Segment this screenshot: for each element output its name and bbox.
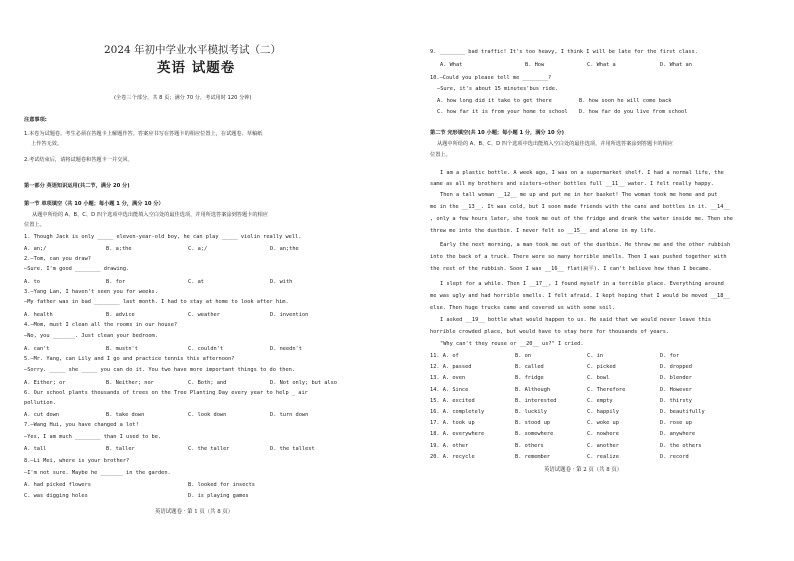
- q8-option-c: C. was digging holes: [24, 493, 88, 499]
- cloze-q12-option-d: D. dropped: [660, 364, 692, 371]
- question-3: 3.—Yang Lan, I haven't seen you for weeks.: [24, 289, 158, 295]
- passage-p2-line-3: the rest of the rubbish. Soon I was __16__ flat(扁平). I can't believe how than I became.: [430, 266, 712, 272]
- question-6-cont: pollution.: [24, 400, 56, 406]
- cloze-q18-option-a: 18. A. everywhere: [430, 431, 485, 438]
- notice-1: 1.本卷为试题卷。考生必须在答题卡上解题作答。答案应书写在答题卡的相应位置上，在试题卷、草稿纸: [24, 131, 263, 137]
- section-2-directions-cont: 位置上。: [430, 152, 451, 158]
- q6-option-a: A. cut down: [24, 412, 60, 418]
- cloze-q11-option-c: C. in: [587, 353, 603, 359]
- cloze-q11-option-b: B. on: [515, 353, 531, 359]
- cloze-q18-option-b: B. somewhere: [515, 431, 554, 438]
- cloze-q16-option-c: C. happily: [587, 409, 619, 415]
- cloze-q11-option-a: 11. A. of: [430, 353, 459, 359]
- passage-p1-line-1: I am a plastic bottle. A week ago, I was on a supermarket shelf. I had a normal life, the: [440, 170, 724, 176]
- q9-option-c: C. What a: [587, 62, 616, 68]
- question-5-reply: —Sorry. _____ she _____ you can do it. You two have more important things to do then.: [24, 367, 296, 373]
- cloze-q17-option-c: C. woke up: [587, 420, 619, 427]
- passage-p2-line-1: Early the next morning, a man took me out of the dustbin. He threw me and the other rubbish: [440, 242, 731, 248]
- question-7-reply: —Yes, I am much ________ than I used to be.: [24, 434, 162, 440]
- q4-option-d: D. needn't: [270, 346, 302, 352]
- q1-option-b: B. a;the: [106, 246, 132, 252]
- q1-option-c: C. a;/: [188, 246, 208, 252]
- q9-option-a: A. What: [440, 62, 463, 68]
- cloze-q14-option-b: B. Although: [515, 386, 551, 393]
- q7-option-c: C. the taller: [188, 446, 230, 452]
- q3-option-c: C. weather: [188, 312, 220, 318]
- passage-p4-line-2: horrible crowded place, but would have to stay here for thousands of years.: [430, 329, 670, 335]
- q8-option-a: A. had picked flowers: [24, 482, 91, 488]
- cloze-q15-option-d: D. thirsty: [660, 397, 692, 404]
- q2-option-a: A. to: [24, 279, 40, 285]
- cloze-q13-option-b: B. fridge: [515, 375, 544, 382]
- cloze-q13-option-c: C. bowl: [587, 375, 610, 382]
- question-8: 8.—Li Mei, where is your brother?: [24, 458, 130, 464]
- cloze-q19-option-d: D. the others: [660, 442, 702, 449]
- passage-p4-line-1: I asked __19__ bottle what would happen to us. He said that we would never leave this: [440, 317, 712, 323]
- cloze-q11-option-d: D. for: [660, 353, 680, 359]
- passage-p3-line-3: else. Then huge trucks came and covered us with some soil.: [430, 305, 615, 311]
- cloze-q18-option-d: D. anywhere: [660, 431, 696, 438]
- cloze-q18-option-c: C. nowhere: [587, 431, 619, 438]
- cloze-q12-option-a: 12. A. passed: [430, 364, 472, 371]
- q8-option-b: B. looked for insects: [188, 482, 255, 488]
- q9-option-d: D. What an: [660, 62, 692, 68]
- question-10-reply: —Sure, it's about 15 minutes'bus ride.: [437, 86, 559, 92]
- q5-option-b: B. Neither; nor: [106, 380, 154, 386]
- q6-option-c: C. look down: [188, 412, 227, 418]
- q8-option-d: D. is playing games: [188, 493, 249, 499]
- passage-p1-line-5: , only a few hours later, she took me out of the fridge and drank the water inside me. Then she: [430, 216, 733, 222]
- section-2-directions: 从题中所给的 A、B、C、D 四个选项中选出能填入空白处的最佳选项，并用所选答案涂到答题卡的相应: [437, 141, 673, 147]
- exam-info: (全卷三个部分，共 8 页；满分 70 分，考试用时 120 分钟): [114, 95, 252, 101]
- passage-p3-line-1: I slept for a while. Then I __17__, I found myself in a terrible place. Everything around: [440, 281, 724, 287]
- passage-p3-line-2: me was ugly and had horrible smells. I felt afraid. I kept hoping that I would be moved __18__: [430, 293, 730, 299]
- q6-option-d: D. turn down: [270, 412, 309, 418]
- q4-option-a: A. can't: [24, 346, 50, 352]
- q5-option-a: A. Either; or: [24, 380, 66, 386]
- cloze-q20-option-b: B. remember: [515, 453, 551, 460]
- exam-title: 2024 年初中学业水平模拟考试（二）: [104, 44, 282, 56]
- question-6: 6. Our school plants thousands of trees on the Tree Planting Day every year to help _ air: [24, 390, 308, 396]
- q7-option-a: A. tall: [24, 446, 47, 452]
- q10-option-b: B. how soon he will come back: [579, 98, 672, 104]
- q10-option-a: A. how long did it take to get there: [437, 98, 552, 104]
- passage-p1-line-2: same as all my brothers and sisters—other bottles full __11__ water. I felt really happy.: [430, 181, 714, 187]
- q10-option-d: D. how far do you live from school: [579, 109, 688, 115]
- cloze-q16-option-d: D. beautifully: [660, 409, 705, 415]
- cloze-q12-option-b: B. called: [515, 364, 544, 371]
- cloze-q20-option-a: 20. A. recycle: [430, 453, 475, 460]
- q7-option-b: B. taller: [106, 446, 135, 452]
- cloze-q14-option-d: D. However: [660, 386, 692, 393]
- notice-heading: 注意事项:: [24, 117, 47, 123]
- cloze-q12-option-c: C. picked: [587, 364, 616, 371]
- section-2-heading: 第二节 完形填空(共 10 小题；每小题 1 分，满分 10 分): [430, 130, 564, 136]
- q1-option-a: A. an;/: [24, 246, 47, 252]
- q2-option-b: B. for: [106, 279, 126, 285]
- question-7: 7.—Wang Hui, you have changed a lot!: [24, 422, 139, 428]
- q4-option-c: C. couldn't: [188, 346, 224, 352]
- passage-p2-line-2: into the back of a truck. There were so many horrible smells. Then I was pushed together with: [430, 254, 727, 260]
- exam-subject: 英语 试题卷: [157, 60, 236, 76]
- passage-p5: "Why can't they reuse or __20__ us?" I cried.: [440, 341, 584, 347]
- cloze-q17-option-d: D. rose up: [660, 420, 692, 427]
- question-4: 4.—Mom, must I clean all the rooms in our house?: [24, 322, 178, 328]
- q7-option-d: D. the tallest: [270, 446, 315, 452]
- notice-2: 2.考试结束后，请将试题卷和答题卡一并交回。: [24, 157, 133, 163]
- cloze-q15-option-c: C. empty: [587, 397, 613, 404]
- cloze-q17-option-b: B. stood up: [515, 420, 551, 427]
- section-1-directions-cont: 位置上。: [24, 222, 45, 228]
- cloze-q15-option-a: 15. A. excited: [430, 397, 475, 404]
- q3-option-a: A. health: [24, 312, 53, 318]
- q2-option-c: C. at: [188, 279, 204, 285]
- passage-p1-line-4: me in the __13__. It was cold, but I soon made friends with the cans and bottles in it. __14__: [430, 204, 730, 210]
- question-5: 5.—Mr. Yang, can Lily and I go and practice tennis this afternoon?: [24, 356, 235, 362]
- cloze-q16-option-b: B. luckily: [515, 409, 547, 415]
- q5-option-d: D. Not only; but also: [270, 380, 337, 386]
- question-1: 1. Though Jack is only _____ eleven-year-old boy, he can play _____ violin really well.: [24, 234, 302, 240]
- q1-option-d: D. an;the: [270, 246, 299, 252]
- passage-p1-line-6: threw me into the dustbin. I never felt so __15__ and alone in my life.: [430, 228, 657, 234]
- q3-option-b: B. advice: [106, 312, 135, 318]
- question-8-reply: —I'm not sure. Maybe he _______ in the garden.: [24, 470, 171, 476]
- cloze-q13-option-a: 13. A. oven: [430, 375, 466, 382]
- cloze-q19-option-a: 19. A. other: [430, 442, 469, 449]
- question-2: 2.—Tom, can you draw?: [24, 256, 91, 262]
- question-2-reply: —Sure. I'm good ________ drawing.: [24, 266, 130, 272]
- q6-option-b: B. take down: [106, 412, 145, 418]
- cloze-q14-option-a: 14. A. Since: [430, 386, 469, 393]
- part-1-heading: 第一部分 英语知识运用(共二节，满分 20 分): [24, 183, 130, 189]
- cloze-q20-option-d: D. record: [660, 453, 689, 460]
- page-2: [397, 0, 794, 561]
- q2-option-d: D. with: [270, 279, 293, 285]
- question-9: 9. ________ bad traffic! It's too heavy, I think I will be late for the first class.: [430, 49, 698, 55]
- passage-p1-line-3: Then a tall woman __12__ me up and put me in her basket! The woman took me home and put: [440, 192, 718, 198]
- q9-option-b: B. How: [525, 62, 545, 68]
- notice-1-cont: 上作答无效。: [31, 141, 63, 147]
- section-1-heading: 第一节 单项填空（共 10 小题；每小题 1 分，满分 10 分）: [24, 201, 164, 207]
- section-1-directions: 从题中所给的 A、B、C、D 四个选项中选出能填入空白处的最佳选项，并用所选答案涂到答题卡的相应: [32, 212, 268, 218]
- cloze-q19-option-b: B. others: [515, 442, 544, 449]
- q4-option-b: B. mustn't: [106, 346, 138, 352]
- question-10: 10.—Could you please tell me ________?: [430, 75, 552, 81]
- cloze-q17-option-a: 17. A. took up: [430, 420, 475, 427]
- cloze-q14-option-c: C. Therefore: [587, 386, 626, 393]
- question-3-reply: —My father was in bad ________ last month. I had to stay at home to look after him.: [24, 299, 289, 305]
- cloze-q13-option-d: D. blender: [660, 375, 692, 382]
- cloze-q15-option-b: B. interested: [515, 397, 557, 404]
- cloze-q19-option-c: C. another: [587, 442, 619, 449]
- q3-option-d: D. invention: [270, 312, 309, 318]
- question-4-reply: —No, you _______. Just clean your bedroom.: [24, 333, 158, 339]
- q10-option-c: C. how far it is from your home to school: [437, 109, 568, 115]
- page-2-footer: 英语试题卷 · 第 2 页（共 8 页）: [544, 467, 623, 473]
- q5-option-c: C. Both; and: [188, 380, 227, 386]
- cloze-q20-option-c: C. realize: [587, 453, 619, 460]
- cloze-q16-option-a: 16. A. completely: [430, 409, 485, 415]
- page-1-footer: 英语试题卷 · 第 1 页（共 8 页）: [155, 509, 234, 515]
